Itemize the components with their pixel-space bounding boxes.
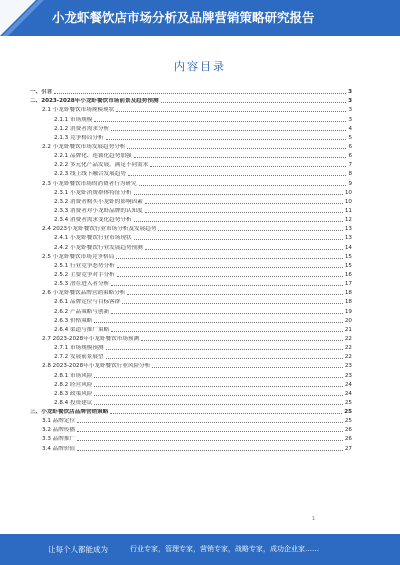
- toc-entry-page: 27: [344, 445, 352, 452]
- toc-dot-leader: [158, 230, 342, 231]
- toc-dot-leader: [94, 377, 342, 378]
- toc-entry-page: 9: [348, 180, 352, 187]
- toc-entry-label: 2.3.2 消费者购买小龙虾的影响因素: [54, 198, 143, 205]
- toc-entry-label: 2.4 2023小龙虾餐饮行业市场分析及发展趋势: [42, 226, 157, 233]
- toc-entry-page: 19: [344, 308, 352, 315]
- toc-entry-page: 10: [344, 189, 352, 196]
- toc-entry[interactable]: [30, 325, 352, 334]
- toc-entry-label: 3.1 品牌定位: [42, 418, 76, 425]
- toc-entry[interactable]: [30, 370, 352, 379]
- toc-entry-label: 2.8.2 经营风险: [54, 381, 93, 388]
- toc-dot-leader: [106, 139, 347, 140]
- toc-entry-label: 2.1.1 市场规模: [54, 116, 93, 123]
- toc-entry-label: 2.4.1 小龙虾餐饮行业市场现状: [54, 235, 132, 242]
- table-of-contents: [30, 87, 352, 453]
- toc-entry[interactable]: [30, 215, 352, 224]
- toc-entry[interactable]: [30, 343, 352, 352]
- toc-entry-label: 3.2 品牌传播: [42, 427, 76, 434]
- toc-entry-page: 3: [348, 107, 352, 114]
- toc-entry-page: 10: [344, 198, 352, 205]
- toc-dot-leader: [77, 450, 343, 451]
- toc-dot-leader: [161, 102, 347, 103]
- toc-entry-label: 一、引言: [30, 89, 53, 96]
- toc-entry[interactable]: [30, 224, 352, 233]
- footer-slogan-right: 行业专家，管理专家，营销专家，战略专家，成功企业家……: [130, 545, 319, 553]
- toc-dot-leader: [94, 322, 342, 323]
- report-title: 小龙虾餐饮店市场分析及品牌营销策略研究报告: [52, 10, 315, 25]
- toc-entry[interactable]: [30, 169, 352, 178]
- toc-entry-page: 25: [344, 399, 352, 406]
- toc-entry[interactable]: [30, 142, 352, 151]
- toc-entry-page: 18: [344, 299, 352, 306]
- toc-dot-leader: [77, 431, 343, 432]
- toc-entry[interactable]: [30, 380, 352, 389]
- toc-entry[interactable]: [30, 443, 352, 452]
- toc-entry[interactable]: [30, 316, 352, 325]
- toc-entry-label: 2.8.1 市场风险: [54, 372, 93, 379]
- toc-entry-page: 11: [344, 207, 352, 214]
- toc-entry-page: 15: [344, 262, 352, 269]
- toc-entry[interactable]: [30, 242, 352, 251]
- toc-entry[interactable]: [30, 233, 352, 242]
- toc-dot-leader: [111, 130, 346, 131]
- footer-slogan-left: 让每个人都能成为: [48, 545, 108, 554]
- toc-entry[interactable]: [30, 261, 352, 270]
- toc-entry-label: 2.7 2023-2028年小龙虾餐饮市场预测: [42, 335, 140, 342]
- toc-entry[interactable]: [30, 160, 352, 169]
- toc-dot-leader: [122, 303, 343, 304]
- toc-entry-page: 18: [344, 290, 352, 297]
- toc-entry-label: 2.3 小龙虾餐饮市场的消费者行为研究: [42, 180, 137, 187]
- toc-entry-page: 7: [348, 162, 352, 169]
- toc-entry-label: 2.1.2 消费者需求分析: [54, 125, 110, 132]
- toc-entry[interactable]: [30, 206, 352, 215]
- toc-entry[interactable]: [30, 297, 352, 306]
- toc-entry-label: 2.2.3 线上线下融合发展趋势: [54, 171, 126, 178]
- toc-entry-label: 2.2.2 多元化产品发展，满足不同需求: [54, 162, 149, 169]
- toc-entry[interactable]: [30, 151, 352, 160]
- toc-dot-leader: [111, 285, 343, 286]
- toc-entry-label: 2.8.3 政策风险: [54, 390, 93, 397]
- toc-entry-label: 2.3.1 小龙虾消费群体特征分析: [54, 189, 132, 196]
- toc-entry-page: 21: [344, 326, 352, 333]
- toc-entry-label: 2.1.3 竞争格局分析: [54, 134, 104, 141]
- toc-entry[interactable]: [30, 434, 352, 443]
- toc-entry-page: 24: [344, 390, 352, 397]
- toc-entry-label: 2.7.1 市场规模预测: [54, 345, 104, 352]
- toc-entry[interactable]: [30, 197, 352, 206]
- toc-entry-page: 5: [348, 134, 352, 141]
- toc-entry[interactable]: [30, 114, 352, 123]
- toc-entry-page: 16: [344, 271, 352, 278]
- toc-entry[interactable]: [30, 361, 352, 370]
- toc-dot-leader: [111, 313, 343, 314]
- toc-entry-page: 26: [344, 427, 352, 434]
- toc-entry-page: 8: [348, 171, 352, 178]
- toc-dot-leader: [127, 148, 346, 149]
- toc-entry-page: 6: [348, 143, 352, 150]
- toc-entry-label: 2.2.1 品牌化、连锁化趋势加强: [54, 153, 132, 160]
- toc-entry[interactable]: [30, 334, 352, 343]
- toc-entry-label: 三、小龙虾餐饮店品牌营销策略: [30, 409, 109, 416]
- toc-entry-label: 3.4 品牌价值: [42, 445, 76, 452]
- toc-entry-page: 6: [348, 153, 352, 160]
- toc-entry-label: 2.5.3 潜在进入者分析: [54, 281, 110, 288]
- toc-dot-leader: [94, 386, 342, 387]
- toc-entry-page: 13: [344, 235, 352, 242]
- toc-entry-page: 22: [344, 345, 352, 352]
- toc-entry-label: 3.3 品牌推广: [42, 436, 76, 443]
- toc-entry[interactable]: [30, 133, 352, 142]
- toc-entry[interactable]: [30, 352, 352, 361]
- toc-entry-page: 22: [344, 354, 352, 361]
- toc-entry-page: 15: [344, 253, 352, 260]
- toc-entry-page: 3: [348, 98, 352, 105]
- toc-dot-leader: [128, 175, 346, 176]
- toc-dot-leader: [150, 166, 346, 167]
- toc-entry[interactable]: [30, 270, 352, 279]
- toc-dot-leader: [116, 111, 346, 112]
- toc-entry[interactable]: [30, 87, 352, 96]
- toc-entry-page: 23: [344, 372, 352, 379]
- toc-entry-page: 17: [344, 281, 352, 288]
- toc-dot-leader: [116, 258, 343, 259]
- toc-entry[interactable]: [30, 389, 352, 398]
- toc-dot-leader: [106, 358, 343, 359]
- toc-dot-leader: [134, 221, 343, 222]
- toc-entry-label: 2.6.4 渠道与推广策略: [54, 326, 110, 333]
- toc-entry-page: 23: [344, 363, 352, 370]
- toc-dot-leader: [117, 267, 343, 268]
- toc-entry-label: 2.2 小龙虾餐饮市场发展趋势分析: [42, 143, 126, 150]
- toc-entry[interactable]: [30, 398, 352, 407]
- toc-entry-label: 2.6 小龙虾餐饮品牌营销策略分析: [42, 290, 126, 297]
- header-corner-decoration: [0, 0, 36, 36]
- toc-entry-label: 2.3.3 消费者对小龙虾品牌的认知度: [54, 207, 143, 214]
- toc-entry-page: 3: [348, 89, 352, 96]
- toc-entry-page: 3: [348, 116, 352, 123]
- footer-bar: [0, 534, 400, 565]
- toc-entry-page: 26: [344, 436, 352, 443]
- toc-entry-label: 2.5.2 主要竞争对手分析: [54, 271, 115, 278]
- toc-dot-leader: [127, 294, 342, 295]
- toc-entry[interactable]: [30, 416, 352, 425]
- toc-entry[interactable]: [30, 425, 352, 434]
- toc-entry[interactable]: [30, 124, 352, 133]
- toc-entry-label: 2.6.2 产品策略与创新: [54, 308, 110, 315]
- toc-entry[interactable]: [30, 306, 352, 315]
- toc-entry-label: 2.6.3 价格策略: [54, 317, 93, 324]
- toc-entry-page: 22: [344, 335, 352, 342]
- toc-dot-leader: [145, 212, 343, 213]
- toc-entry[interactable]: [30, 188, 352, 197]
- toc-entry-label: 2.3.4 消费者需求变化趋势分析: [54, 217, 132, 224]
- toc-dot-leader: [134, 157, 347, 158]
- toc-entry-label: 2.5.1 行业竞争态势分析: [54, 262, 115, 269]
- page-number: 1: [312, 516, 316, 522]
- toc-dot-leader: [117, 276, 343, 277]
- toc-dot-leader: [94, 395, 342, 396]
- toc-entry[interactable]: [30, 178, 352, 187]
- toc-entry[interactable]: [30, 96, 352, 105]
- toc-dot-leader: [94, 404, 342, 405]
- toc-entry-label: 二、2023-2028年小龙虾餐饮市场前景及趋势预测: [30, 98, 159, 105]
- toc-dot-leader: [111, 331, 343, 332]
- toc-dot-leader: [77, 422, 343, 423]
- toc-entry-page: 4: [348, 125, 352, 132]
- toc-entry-label: 2.5 小龙虾餐饮市场竞争格局: [42, 253, 115, 260]
- toc-entry[interactable]: [30, 279, 352, 288]
- toc-entry-label: 2.8 2023-2028年小龙虾餐饮行业风险分析: [42, 363, 151, 370]
- toc-entry-label: 2.4.2 小龙虾餐饮行业发展趋势预测: [54, 244, 143, 251]
- toc-dot-leader: [141, 340, 343, 341]
- toc-dot-leader: [145, 249, 343, 250]
- toc-dot-leader: [110, 413, 342, 414]
- toc-dot-leader: [77, 440, 343, 441]
- toc-entry-page: 25: [344, 418, 352, 425]
- toc-entry-label: 2.8.4 投资建议: [54, 399, 93, 406]
- toc-entry[interactable]: [30, 105, 352, 114]
- toc-heading: 内容目录: [174, 60, 226, 73]
- toc-entry[interactable]: [30, 252, 352, 261]
- toc-entry-page: 24: [344, 381, 352, 388]
- report-header-bar: [0, 0, 400, 36]
- toc-dot-leader: [106, 349, 343, 350]
- toc-entry-page: 14: [344, 244, 352, 251]
- toc-entry-page: 12: [344, 217, 352, 224]
- toc-entry[interactable]: [30, 288, 352, 297]
- toc-dot-leader: [145, 203, 343, 204]
- toc-entry[interactable]: [30, 407, 352, 416]
- toc-entry-label: 2.6.1 品牌定位与目标客群: [54, 299, 121, 306]
- toc-dot-leader: [134, 239, 343, 240]
- toc-entry-label: 2.1 小龙虾餐饮市场规模现状: [42, 107, 115, 114]
- toc-entry-page: 25: [344, 409, 352, 416]
- toc-entry-page: 13: [344, 226, 352, 233]
- toc-dot-leader: [152, 367, 343, 368]
- toc-dot-leader: [134, 194, 343, 195]
- toc-entry-label: 2.7.2 发展前景展望: [54, 354, 104, 361]
- toc-dot-leader: [54, 93, 346, 94]
- toc-dot-leader: [139, 185, 347, 186]
- toc-dot-leader: [94, 121, 346, 122]
- toc-entry-page: 20: [344, 317, 352, 324]
